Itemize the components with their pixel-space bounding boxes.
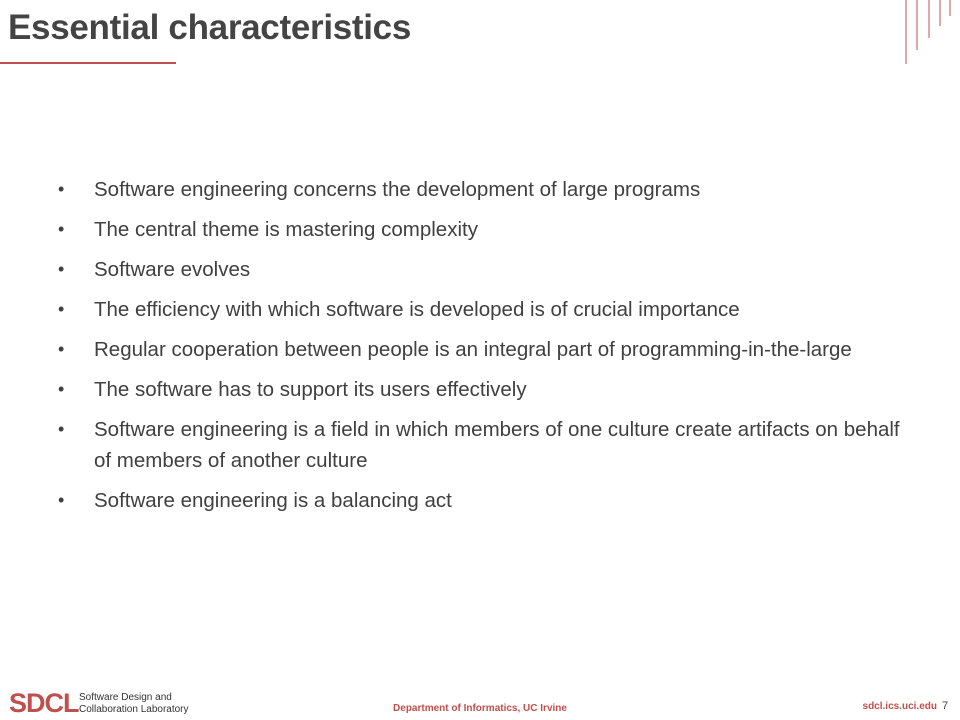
lab-name-line-2: Collaboration Laboratory (79, 704, 189, 715)
lab-name (79, 692, 189, 716)
bullet-text: Regular cooperation between people is an integral part of programming-in-the-large (94, 338, 852, 361)
bullet-text: The efficiency with which software is developed is of crucial importance (94, 298, 740, 321)
bullet-glyph: • (58, 219, 65, 239)
bullet-text: Software engineering concerns the development of large programs (94, 178, 701, 201)
bullet-text: Software engineering is a field in which members of one culture create artifacts on behalf of members of another culture (94, 418, 900, 472)
bullet-text: The central theme is mastering complexity (94, 218, 478, 241)
bullet-glyph: • (58, 379, 65, 399)
bullet-text: The software has to support its users effectively (94, 378, 527, 401)
bullet-item (58, 414, 908, 476)
decorative-lines-graphic (896, 0, 960, 70)
bullet-item (58, 334, 908, 365)
bullet-glyph: • (58, 259, 65, 279)
bullet-item (58, 254, 908, 285)
bullet-text: Software evolves (94, 258, 251, 281)
bullet-glyph: • (58, 179, 65, 199)
bullet-item (58, 485, 908, 516)
bullet-item (58, 214, 908, 245)
bullet-item (58, 374, 908, 405)
department-label: Department of Informatics, UC Irvine (393, 703, 567, 714)
sdcl-logo: SDCL (9, 688, 79, 718)
title-underline (0, 62, 176, 64)
bullet-glyph: • (58, 490, 65, 510)
bullet-item (58, 294, 908, 325)
slide-title: Essential characteristics (8, 8, 412, 47)
bullet-glyph: • (58, 339, 65, 359)
footer-url: sdcl.ics.uci.edu (862, 701, 937, 712)
bullet-item (58, 174, 908, 205)
bullet-glyph: • (58, 419, 65, 439)
bullet-glyph: • (58, 299, 65, 319)
page-number: 7 (942, 700, 949, 712)
bullet-text: Software engineering is a balancing act (94, 489, 452, 512)
bullet-list (58, 174, 908, 525)
lab-name-line-1: Software Design and (79, 692, 172, 703)
